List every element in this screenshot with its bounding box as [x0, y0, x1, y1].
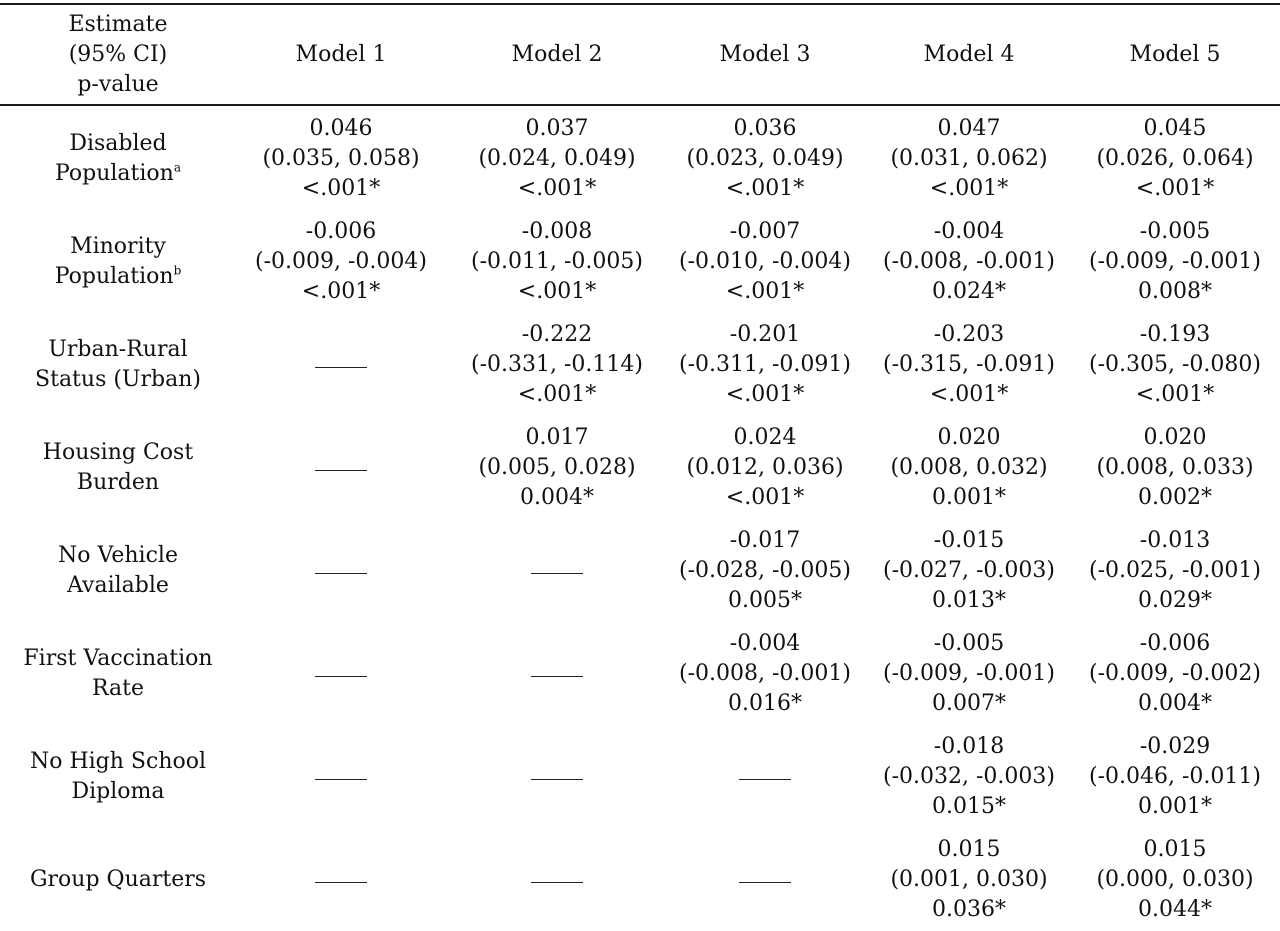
row-label-cell: [0, 107, 236, 210]
confidence-interval: (-0.032, -0.003): [883, 763, 1055, 789]
estimate-cell: [1070, 828, 1280, 931]
stub-header-label: Estimate (95% CI) p-value: [68, 12, 168, 97]
estimate-cell: [660, 828, 870, 931]
not-included-dash: [531, 676, 583, 677]
estimate-value: 0.015: [937, 836, 1001, 862]
row-label: Urban-Rural Status (Urban): [35, 336, 201, 392]
estimate-cell: [660, 210, 870, 313]
estimate-cell: [236, 622, 446, 725]
confidence-interval: (-0.305, -0.080): [1089, 351, 1261, 377]
estimate-cell: [452, 519, 662, 622]
estimate-cell: [452, 828, 662, 931]
estimate-value: -0.193: [1139, 321, 1211, 347]
estimate-value: -0.018: [933, 733, 1005, 759]
confidence-interval: (-0.008, -0.001): [883, 248, 1055, 274]
p-value: 0.029*: [1138, 587, 1212, 613]
p-value: 0.005*: [728, 587, 802, 613]
row-label: First Vaccination Rate: [23, 645, 213, 701]
row-label-cell: [0, 519, 236, 622]
estimate-cell: [864, 622, 1074, 725]
column-header-model-4: [864, 8, 1074, 102]
row-label-cell: [0, 725, 236, 828]
estimate-value: 0.020: [1143, 424, 1207, 450]
estimate-value: -0.013: [1139, 527, 1211, 553]
estimate-value: 0.037: [525, 115, 589, 141]
confidence-interval: (-0.011, -0.005): [471, 248, 643, 274]
estimate-cell: [864, 519, 1074, 622]
stub-header: [0, 8, 236, 102]
p-value: <.001*: [517, 381, 597, 407]
estimate-value: 0.015: [1143, 836, 1207, 862]
row-label-cell: [0, 210, 236, 313]
footnote-marker: a: [173, 160, 181, 175]
confidence-interval: (-0.315, -0.091): [883, 351, 1055, 377]
confidence-interval: (0.008, 0.032): [890, 454, 1048, 480]
row-label: Minority Population: [54, 233, 174, 289]
estimate-value: -0.004: [729, 630, 801, 656]
row-label: No Vehicle Available: [58, 542, 178, 598]
confidence-interval: (-0.010, -0.004): [679, 248, 851, 274]
column-header-label: Model 4: [923, 42, 1015, 67]
estimate-value: -0.015: [933, 527, 1005, 553]
p-value: <.001*: [725, 278, 805, 304]
estimate-value: 0.017: [525, 424, 589, 450]
confidence-interval: (0.026, 0.064): [1096, 145, 1254, 171]
column-header-model-1: [236, 8, 446, 102]
estimate-value: 0.046: [309, 115, 373, 141]
estimate-value: 0.020: [937, 424, 1001, 450]
estimate-value: -0.008: [521, 218, 593, 244]
estimate-value: 0.047: [937, 115, 1001, 141]
confidence-interval: (0.012, 0.036): [686, 454, 844, 480]
header-row: [0, 8, 1280, 102]
footnote-marker: b: [173, 263, 182, 278]
estimate-cell: [864, 828, 1074, 931]
estimate-value: -0.029: [1139, 733, 1211, 759]
confidence-interval: (0.005, 0.028): [478, 454, 636, 480]
estimate-cell: [864, 416, 1074, 519]
confidence-interval: (0.031, 0.062): [890, 145, 1048, 171]
column-header-model-2: [452, 8, 662, 102]
estimate-value: 0.036: [733, 115, 797, 141]
p-value: 0.024*: [932, 278, 1006, 304]
row-label: Housing Cost Burden: [42, 439, 194, 495]
estimate-value: 0.024: [733, 424, 797, 450]
p-value: <.001*: [725, 175, 805, 201]
estimate-value: -0.006: [1139, 630, 1211, 656]
column-header-model-5: [1070, 8, 1280, 102]
not-included-dash: [739, 779, 791, 780]
estimate-cell: [1070, 416, 1280, 519]
estimate-cell: [452, 210, 662, 313]
p-value: 0.002*: [1138, 484, 1212, 510]
confidence-interval: (-0.009, -0.004): [255, 248, 427, 274]
not-included-dash: [315, 470, 367, 471]
p-value: 0.004*: [1138, 690, 1212, 716]
p-value: 0.008*: [1138, 278, 1212, 304]
confidence-interval: (-0.009, -0.001): [883, 660, 1055, 686]
estimate-cell: [452, 622, 662, 725]
row-label: Disabled Population: [54, 130, 174, 186]
estimate-value: -0.004: [933, 218, 1005, 244]
row-label-cell: [0, 313, 236, 416]
p-value: 0.044*: [1138, 896, 1212, 922]
estimate-cell: [660, 416, 870, 519]
estimate-value: 0.045: [1143, 115, 1207, 141]
confidence-interval: (-0.028, -0.005): [679, 557, 851, 583]
confidence-interval: (-0.046, -0.011): [1089, 763, 1261, 789]
confidence-interval: (-0.008, -0.001): [679, 660, 851, 686]
p-value: 0.001*: [932, 484, 1006, 510]
confidence-interval: (0.001, 0.030): [890, 866, 1048, 892]
row-label: No High School Diploma: [29, 748, 207, 804]
estimate-value: -0.006: [305, 218, 377, 244]
confidence-interval: (-0.009, -0.001): [1089, 248, 1261, 274]
estimate-cell: [236, 725, 446, 828]
p-value: 0.036*: [932, 896, 1006, 922]
estimate-cell: [660, 313, 870, 416]
table-row: [0, 107, 1280, 210]
estimate-cell: [452, 725, 662, 828]
row-label-wrapper: [55, 232, 182, 292]
table-row: [0, 828, 1280, 931]
p-value: 0.016*: [728, 690, 802, 716]
confidence-interval: (0.024, 0.049): [478, 145, 636, 171]
table-row: [0, 210, 1280, 313]
estimate-value: -0.222: [521, 321, 593, 347]
p-value: <.001*: [1135, 381, 1215, 407]
top-rule: [0, 3, 1280, 5]
estimate-cell: [236, 313, 446, 416]
estimate-cell: [1070, 107, 1280, 210]
estimate-cell: [1070, 210, 1280, 313]
not-included-dash: [531, 882, 583, 883]
estimate-cell: [1070, 622, 1280, 725]
confidence-interval: (0.000, 0.030): [1096, 866, 1254, 892]
estimate-cell: [236, 519, 446, 622]
column-header-model-3: [660, 8, 870, 102]
not-included-dash: [315, 367, 367, 368]
row-label: Group Quarters: [29, 866, 207, 892]
confidence-interval: (0.023, 0.049): [686, 145, 844, 171]
p-value: <.001*: [517, 278, 597, 304]
not-included-dash: [315, 676, 367, 677]
estimate-value: -0.203: [933, 321, 1005, 347]
p-value: <.001*: [929, 381, 1009, 407]
estimate-cell: [660, 519, 870, 622]
estimate-cell: [660, 622, 870, 725]
estimate-value: -0.201: [729, 321, 801, 347]
estimate-value: -0.005: [1139, 218, 1211, 244]
estimate-value: -0.007: [729, 218, 801, 244]
estimate-cell: [1070, 313, 1280, 416]
row-label-cell: [0, 416, 236, 519]
estimate-cell: [236, 828, 446, 931]
row-label-cell: [0, 622, 236, 725]
column-header-label: Model 1: [295, 42, 387, 67]
header-rule: [0, 104, 1280, 106]
p-value: 0.013*: [932, 587, 1006, 613]
row-label-wrapper: [55, 129, 181, 189]
not-included-dash: [315, 779, 367, 780]
estimate-cell: [236, 210, 446, 313]
estimate-cell: [864, 725, 1074, 828]
row-label-cell: [0, 828, 236, 931]
column-header-label: Model 5: [1129, 42, 1221, 67]
p-value: <.001*: [725, 484, 805, 510]
not-included-dash: [315, 573, 367, 574]
estimate-cell: [1070, 725, 1280, 828]
confidence-interval: (-0.311, -0.091): [679, 351, 851, 377]
not-included-dash: [315, 882, 367, 883]
estimate-cell: [452, 416, 662, 519]
column-header-label: Model 3: [719, 42, 811, 67]
confidence-interval: (-0.025, -0.001): [1089, 557, 1261, 583]
p-value: <.001*: [301, 175, 381, 201]
p-value: 0.001*: [1138, 793, 1212, 819]
confidence-interval: (0.008, 0.033): [1096, 454, 1254, 480]
table-row: [0, 313, 1280, 416]
estimate-cell: [660, 725, 870, 828]
confidence-interval: (-0.331, -0.114): [471, 351, 643, 377]
table-row: [0, 622, 1280, 725]
estimate-cell: [1070, 519, 1280, 622]
estimate-cell: [236, 416, 446, 519]
confidence-interval: (0.035, 0.058): [262, 145, 420, 171]
estimate-cell: [864, 313, 1074, 416]
estimate-cell: [236, 107, 446, 210]
estimate-cell: [864, 210, 1074, 313]
p-value: <.001*: [929, 175, 1009, 201]
estimate-value: -0.005: [933, 630, 1005, 656]
confidence-interval: (-0.027, -0.003): [883, 557, 1055, 583]
p-value: <.001*: [1135, 175, 1215, 201]
p-value: 0.004*: [520, 484, 594, 510]
estimate-cell: [452, 313, 662, 416]
p-value: <.001*: [725, 381, 805, 407]
not-included-dash: [739, 882, 791, 883]
column-header-label: Model 2: [511, 42, 603, 67]
p-value: 0.007*: [932, 690, 1006, 716]
estimate-cell: [660, 107, 870, 210]
not-included-dash: [531, 779, 583, 780]
estimate-cell: [452, 107, 662, 210]
not-included-dash: [531, 573, 583, 574]
table-row: [0, 725, 1280, 828]
table-row: [0, 519, 1280, 622]
p-value: <.001*: [301, 278, 381, 304]
estimate-value: -0.017: [729, 527, 801, 553]
p-value: <.001*: [517, 175, 597, 201]
estimate-cell: [864, 107, 1074, 210]
table-row: [0, 416, 1280, 519]
confidence-interval: (-0.009, -0.002): [1089, 660, 1261, 686]
p-value: 0.015*: [932, 793, 1006, 819]
